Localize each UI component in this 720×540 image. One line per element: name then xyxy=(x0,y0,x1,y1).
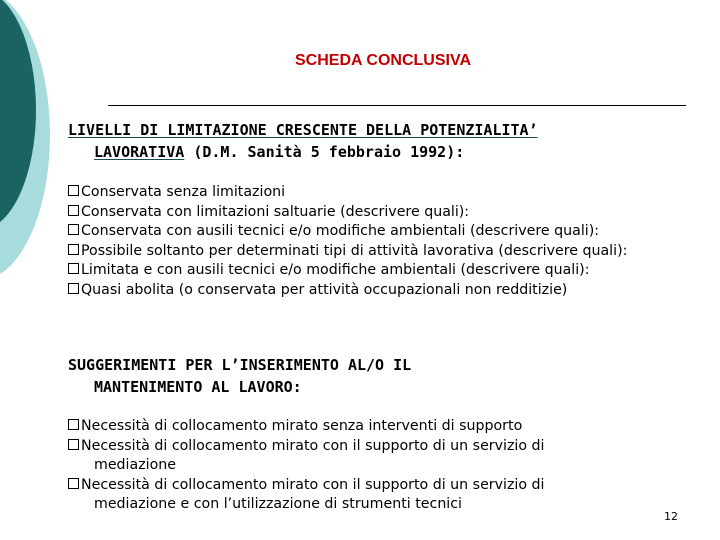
heading-rule xyxy=(108,105,686,106)
list-item-text: Necessità di collocamento mirato senza interventi di supporto xyxy=(81,418,523,434)
section1-heading-lavorativa: LAVORATIVA xyxy=(94,143,185,161)
checkbox-bullet-icon xyxy=(68,439,79,450)
checkbox-bullet-icon xyxy=(68,244,79,255)
section1-heading-line2 xyxy=(68,141,688,163)
checkbox-bullet-icon xyxy=(68,283,79,294)
checkbox-bullet-icon xyxy=(68,224,79,235)
list-item-text: Conservata senza limitazioni xyxy=(81,184,286,200)
slide-title: SCHEDA CONCLUSIVA xyxy=(294,52,471,69)
list-item xyxy=(68,203,698,223)
list-item xyxy=(68,261,698,281)
section1-heading-line1: LIVELLI DI LIMITAZIONE CRESCENTE DELLA POTENZIALITA’ xyxy=(68,121,538,139)
checkbox-bullet-icon xyxy=(68,205,79,216)
list-item xyxy=(68,222,698,242)
checkbox-bullet-icon xyxy=(68,185,79,196)
section2-heading xyxy=(68,354,688,398)
page-number: 12 xyxy=(664,510,678,523)
section1-heading xyxy=(68,119,688,163)
list-item xyxy=(68,281,698,301)
section1-heading-rest: (D.M. Sanità 5 febbraio 1992): xyxy=(184,143,465,161)
section1-list xyxy=(68,183,698,300)
list-item xyxy=(68,476,628,515)
list-item-text: Necessità di collocamento mirato con il supporto di un servizio di mediazione xyxy=(81,437,545,473)
checkbox-bullet-icon xyxy=(68,263,79,274)
checkbox-bullet-icon xyxy=(68,478,79,489)
list-item-text: Quasi abolita (o conservata per attività occupazionali non redditizie) xyxy=(81,281,568,298)
list-item-text: Conservata con limitazioni saltuarie (descrivere quali): xyxy=(81,203,470,220)
list-item xyxy=(68,437,628,476)
section2-list xyxy=(68,417,628,515)
checkbox-bullet-icon xyxy=(68,419,79,430)
list-item xyxy=(68,183,698,203)
section2-heading-line1: SUGGERIMENTI PER L’INSERIMENTO AL/O IL xyxy=(68,356,412,374)
list-item xyxy=(68,417,628,437)
section2-heading-line2: MANTENIMENTO AL LAVORO: xyxy=(94,378,302,396)
list-item-text: Possibile soltanto per determinati tipi di attività lavorativa (descrivere quali): xyxy=(81,242,628,259)
list-item-text: Limitata e con ausili tecnici e/o modifiche ambientali (descrivere quali): xyxy=(81,262,590,278)
list-item-text: Necessità di collocamento mirato con il supporto di un servizio di mediazione e con l’utilizzazione di strumenti tecnici xyxy=(81,476,545,512)
list-item-text: Conservata con ausili tecnici e/o modifiche ambientali (descrivere quali): xyxy=(81,223,600,239)
list-item xyxy=(68,242,698,262)
